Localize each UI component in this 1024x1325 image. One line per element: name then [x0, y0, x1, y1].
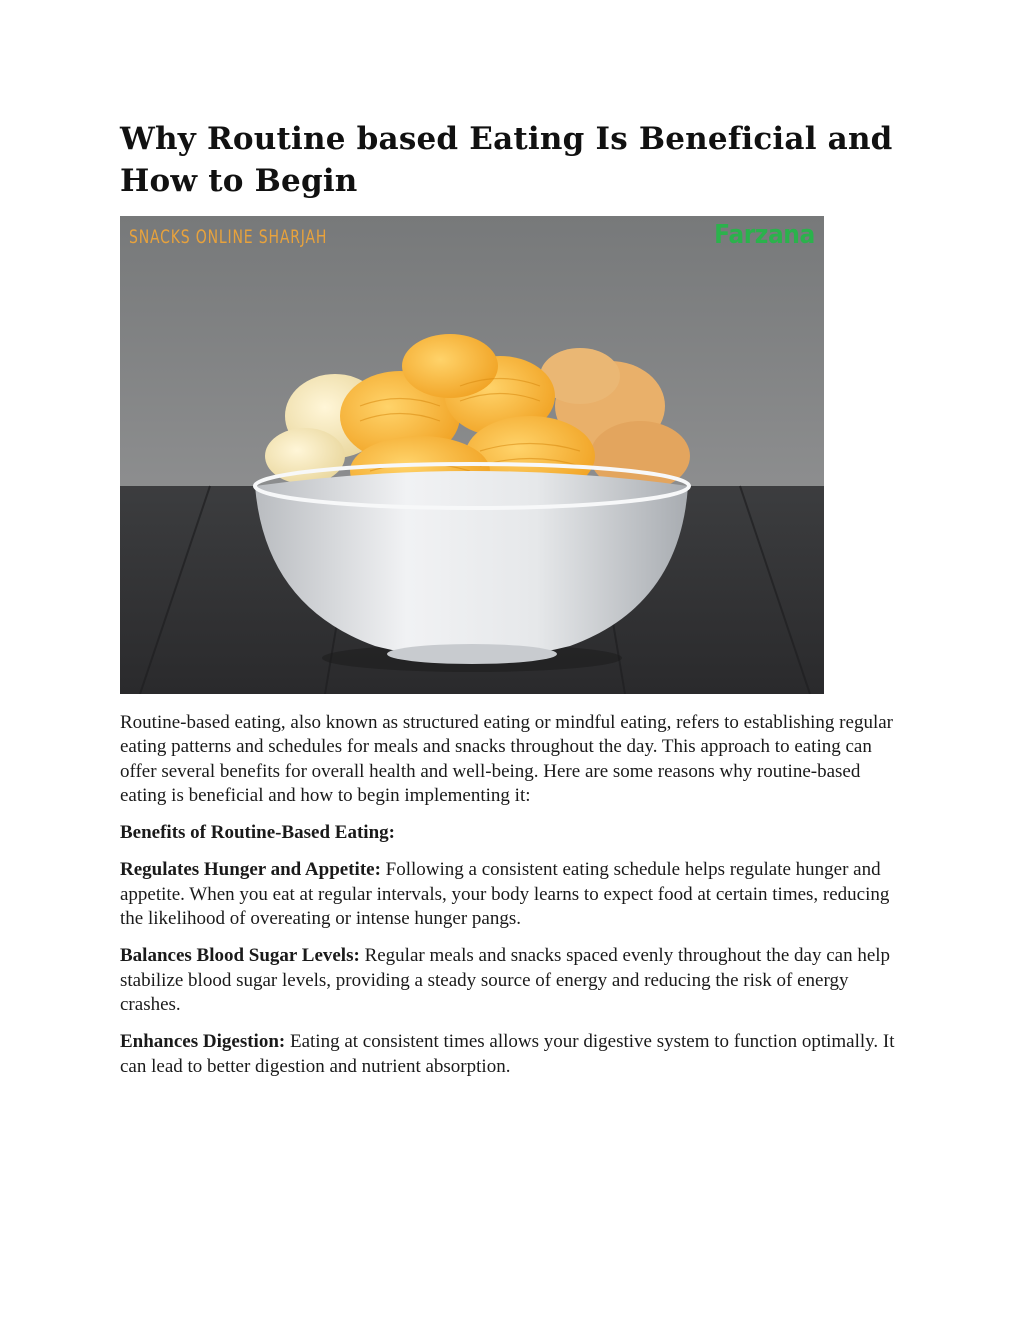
hero-image	[120, 216, 824, 694]
benefit-text: Following a consistent eating schedule helps regulate hunger and appetite. When you eat at regular intervals, your body learns to expect food at certain times, reducing the likelihood of overeating or intense hunger pangs.	[120, 859, 890, 930]
benefit-text: Regular meals and snacks spaced evenly throughout the day can help stabilize blood sugar levels, providing a steady source of energy and reducing the risk of energy crashes.	[120, 945, 891, 1015]
benefit-item	[120, 858, 900, 931]
article	[120, 118, 900, 1079]
snack-bowl-photo	[120, 216, 824, 694]
benefits-heading: Benefits of Routine-Based Eating:	[120, 822, 395, 844]
image-caption: SNACKS ONLINE SHARJAH	[129, 226, 328, 248]
benefit-item	[120, 1030, 900, 1079]
benefit-title: Regulates Hunger and Appetite:	[120, 859, 381, 881]
intro-paragraph: Routine-based eating, also known as structured eating or mindful eating, refers to establishing regular eating patterns and schedules for meals and snacks throughout the day. This approach to eating can offer several benefits for overall health and well-being. Here are some reasons why routine-based eating is beneficial and how to begin implementing it:	[120, 712, 893, 806]
benefit-title: Balances Blood Sugar Levels:	[120, 945, 360, 967]
benefit-item	[120, 944, 900, 1017]
brand-logo: Farzana	[714, 220, 815, 250]
benefit-text: Eating at consistent times allows your digestive system to function optimally. It can lead to better digestion and nutrient absorption.	[120, 1031, 895, 1077]
article-title: Why Routine based Eating Is Beneficial and How to Begin	[120, 121, 893, 199]
benefit-title: Enhances Digestion:	[120, 1031, 286, 1053]
